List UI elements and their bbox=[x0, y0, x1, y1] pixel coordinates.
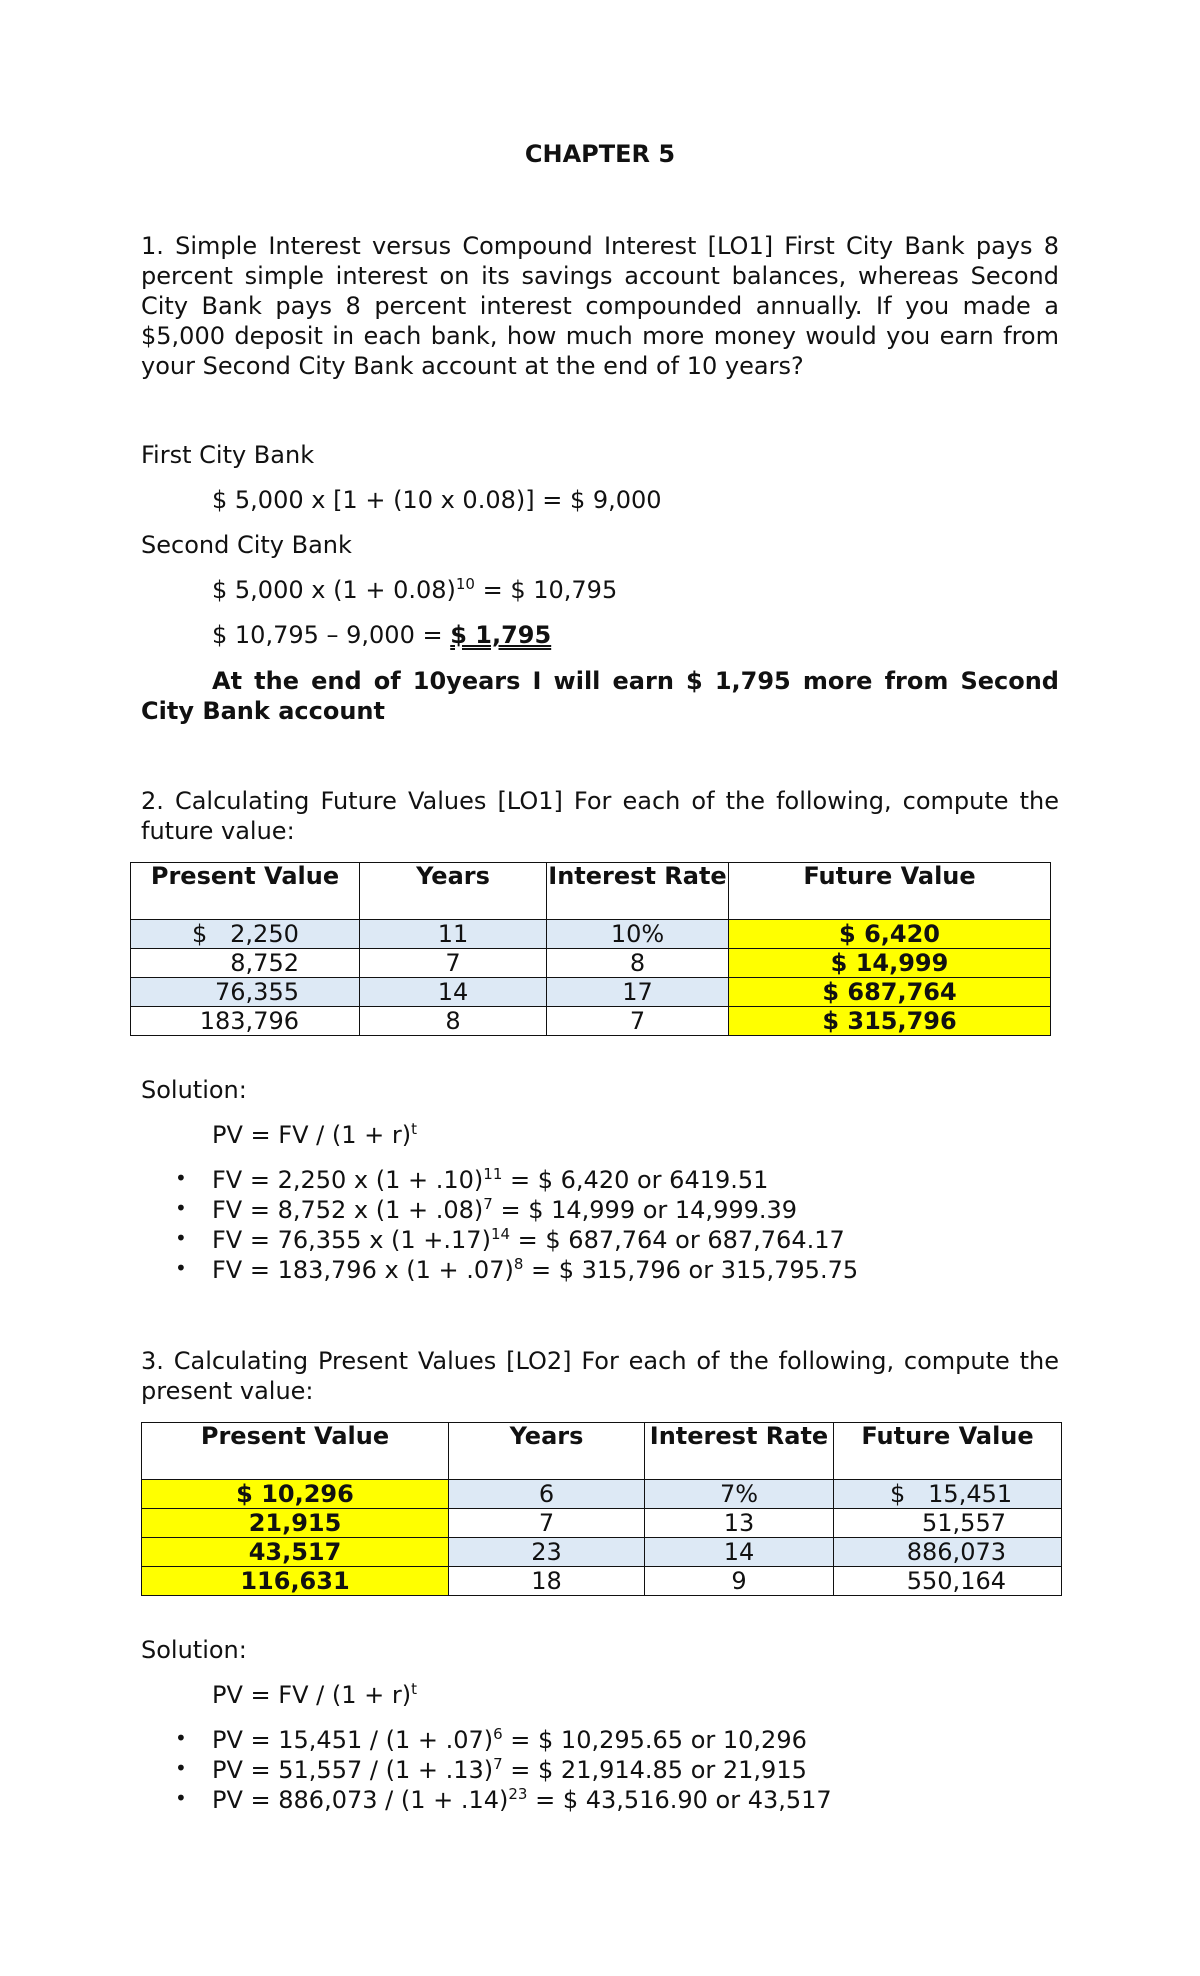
q1-diff-result: $ 1,795 bbox=[450, 621, 552, 649]
q2-header-present-value: Present Value bbox=[131, 863, 360, 920]
q1-second-label: Second City Bank bbox=[141, 531, 352, 559]
q3-header-years: Years bbox=[449, 1423, 645, 1480]
table-row bbox=[142, 1509, 1062, 1538]
q2-formula-exponent: t bbox=[411, 1120, 417, 1138]
q1-conclusion: At the end of 10years I will earn $ 1,795 more from Second City Bank account bbox=[141, 667, 1059, 725]
q3-fv-cell: 550,164 bbox=[834, 1567, 1062, 1596]
q3-formula-exponent: t bbox=[411, 1680, 417, 1698]
q3-fv-cell: 886,073 bbox=[834, 1538, 1062, 1567]
q2-question: 2. Calculating Future Values [LO1] For each of the following, compute the future value: bbox=[141, 787, 1059, 845]
chapter-title: CHAPTER 5 bbox=[524, 140, 676, 168]
table-row bbox=[131, 920, 1051, 949]
q2-fv-cell: $ 315,796 bbox=[729, 1007, 1051, 1036]
q1-diff-expression: $ 10,795 – 9,000 = bbox=[212, 621, 451, 649]
q2-years-cell: 8 bbox=[360, 1007, 547, 1036]
q2-formula-base: PV = FV / (1 + r) bbox=[212, 1121, 412, 1149]
q2-rate-cell: 7 bbox=[547, 1007, 729, 1036]
q1-second-calc-exponent: 10 bbox=[455, 575, 475, 593]
table-row bbox=[131, 978, 1051, 1007]
q2-years-cell: 7 bbox=[360, 949, 547, 978]
q3-question: 3. Calculating Present Values [LO2] For each of the following, compute the present value: bbox=[141, 1347, 1059, 1405]
bullet-icon: • bbox=[175, 1196, 187, 1220]
table-row bbox=[131, 949, 1051, 978]
q1-second-calc bbox=[212, 576, 617, 604]
q3-years-cell: 7 bbox=[449, 1509, 645, 1538]
list-item-text: FV = 8,752 x $(1 + .08)^7$ = $ 14,999 or 14,999.39 bbox=[212, 1195, 798, 1224]
list-item-text: FV = 2,250 x $(1 + .10)^{11}$ = $ 6,420 or 6419.51 bbox=[212, 1165, 769, 1194]
bullet-icon: • bbox=[175, 1256, 187, 1280]
table-row bbox=[131, 1007, 1051, 1036]
table-header-row bbox=[142, 1423, 1062, 1480]
q3-years-cell: 6 bbox=[449, 1480, 645, 1509]
q2-fv-cell: $ 14,999 bbox=[729, 949, 1051, 978]
q2-header-years: Years bbox=[360, 863, 547, 920]
list-item-text: PV = $15,451 / (1 + .07)^6$ = $ 10,295.65 or 10,296 bbox=[212, 1725, 807, 1754]
q2-rate-cell: 8 bbox=[547, 949, 729, 978]
q3-pv-cell: $ 10,296 bbox=[142, 1480, 449, 1509]
q2-formula bbox=[212, 1121, 417, 1149]
q1-second-calc-result: = $ 10,795 bbox=[474, 576, 618, 604]
q2-fv-cell: $ 687,764 bbox=[729, 978, 1051, 1007]
q1-diff-calc bbox=[212, 621, 551, 649]
list-item-text: FV = 183,796 x $(1 + .07)^8$ = $ 315,796 or 315,795.75 bbox=[212, 1255, 859, 1284]
q3-header-interest-rate: Interest Rate bbox=[645, 1423, 834, 1480]
q1-second-calc-base: $ 5,000 x (1 + 0.08) bbox=[212, 576, 456, 604]
q3-formula-base: PV = FV / (1 + r) bbox=[212, 1681, 412, 1709]
bullet-icon: • bbox=[175, 1756, 187, 1780]
q3-years-cell: 18 bbox=[449, 1567, 645, 1596]
q3-pv-cell: 21,915 bbox=[142, 1509, 449, 1538]
q2-years-cell: 11 bbox=[360, 920, 547, 949]
list-item-text: PV = $886,073 / (1 + .14)^{23}$ = $ 43,516.90 or 43,517 bbox=[212, 1785, 832, 1814]
q2-pv-cell: 8,752 bbox=[131, 949, 360, 978]
q3-rate-cell: 7% bbox=[645, 1480, 834, 1509]
q2-pv-cell: 76,355 bbox=[131, 978, 360, 1007]
q2-rate-cell: 10% bbox=[547, 920, 729, 949]
q2-header-interest-rate: Interest Rate bbox=[547, 863, 729, 920]
bullet-icon: • bbox=[175, 1786, 187, 1810]
q2-fv-cell: $ 6,420 bbox=[729, 920, 1051, 949]
q3-formula bbox=[212, 1681, 417, 1709]
q3-solution-label: Solution: bbox=[141, 1636, 247, 1664]
q3-present-value-table bbox=[141, 1422, 1062, 1596]
table-row bbox=[142, 1480, 1062, 1509]
q1-first-label: First City Bank bbox=[141, 441, 315, 469]
table-row bbox=[142, 1538, 1062, 1567]
q2-header-future-value: Future Value bbox=[729, 863, 1051, 920]
q3-pv-cell: 43,517 bbox=[142, 1538, 449, 1567]
q3-pv-cell: 116,631 bbox=[142, 1567, 449, 1596]
bullet-icon: • bbox=[175, 1726, 187, 1750]
q3-header-future-value: Future Value bbox=[834, 1423, 1062, 1480]
q1-question: 1. Simple Interest versus Compound Interest [LO1] First City Bank pays 8 percent simple interest on its savings account balances, whereas Second City Bank pays 8 percent interest compounded annually. If you made a $5,000 deposit in each bank, how much more money would you earn from your Second City Bank account at the end of 10 years? bbox=[141, 232, 1059, 380]
q3-fv-cell: 51,557 bbox=[834, 1509, 1062, 1538]
q2-solution-label: Solution: bbox=[141, 1076, 247, 1104]
q1-first-calc: $ 5,000 x [1 + (10 x 0.08)] = $ 9,000 bbox=[212, 486, 662, 514]
bullet-icon: • bbox=[175, 1226, 187, 1250]
q2-years-cell: 14 bbox=[360, 978, 547, 1007]
q2-rate-cell: 17 bbox=[547, 978, 729, 1007]
q3-years-cell: 23 bbox=[449, 1538, 645, 1567]
q3-rate-cell: 13 bbox=[645, 1509, 834, 1538]
q3-rate-cell: 14 bbox=[645, 1538, 834, 1567]
q3-header-present-value: Present Value bbox=[142, 1423, 449, 1480]
q2-pv-cell: $ 2,250 bbox=[131, 920, 360, 949]
list-item-text: FV = 76,355 x $(1 +.17)^{14}$ = $ 687,764 or 687,764.17 bbox=[212, 1225, 845, 1254]
q3-fv-cell: $ 15,451 bbox=[834, 1480, 1062, 1509]
list-item-text: PV = $51,557 / (1 + .13)^7$ = $ 21,914.85 or 21,915 bbox=[212, 1755, 807, 1784]
q2-future-value-table bbox=[130, 862, 1051, 1036]
table-header-row bbox=[131, 863, 1051, 920]
q3-rate-cell: 9 bbox=[645, 1567, 834, 1596]
q2-pv-cell: 183,796 bbox=[131, 1007, 360, 1036]
table-row bbox=[142, 1567, 1062, 1596]
bullet-icon: • bbox=[175, 1166, 187, 1190]
